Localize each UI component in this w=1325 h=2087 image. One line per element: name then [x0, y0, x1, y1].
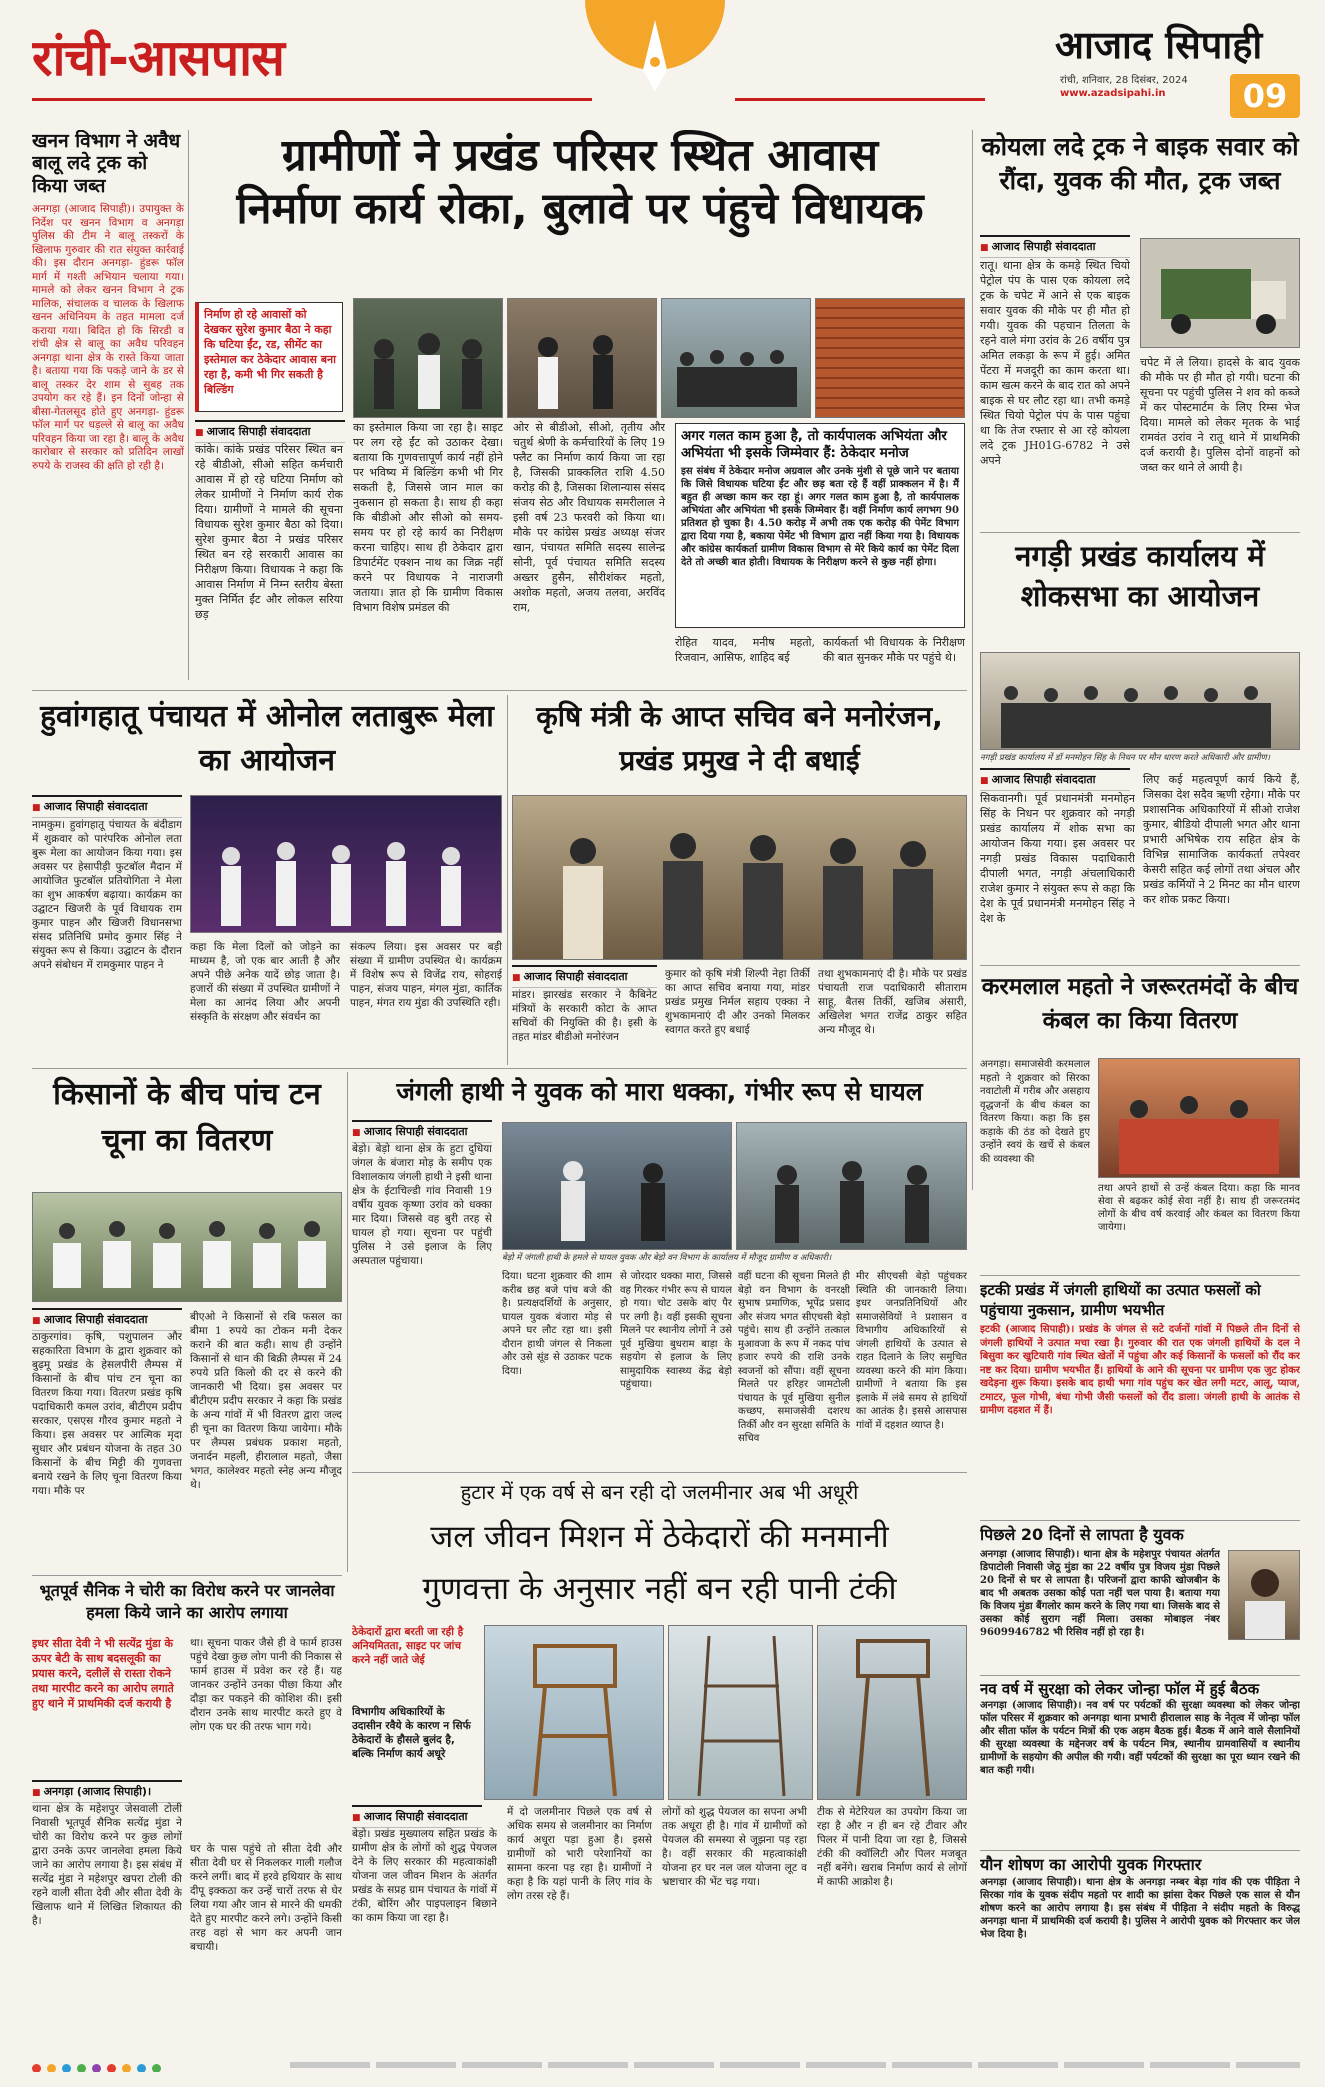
mela-story — [32, 695, 502, 1065]
sainik-story — [32, 1580, 342, 2052]
sainik-col-1: थाना क्षेत्र के महेशपुर जेसवाली टोली निवासी भूतपूर्व सैनिक सत्येंद्र मुंडा ने चोरी का विरोध करने पर कुछ लोगों द्वारा उनके ऊपर जानलेवा हमला किये जाने का आरोप लगाया है। इस संबंध में सत्येंद्र मुंडा ने महेशपुर खपरा टोली की रहने वाली सीता देवी और सीता देवी के खिलाफ थाने में लिखित शिकायत की है। — [32, 1803, 182, 1927]
lead-headline-1: ग्रामीणों ने प्रखंड परिसर स्थित आवास — [281, 130, 879, 181]
lead-headline-2: निर्माण कार्य रोका, बुलावे पर पंहुचे विधायक — [236, 184, 924, 234]
jalminar-col-2: में दो जलमीनार पिछले एक वर्ष से अधिक समय से जलमीनार का निर्माण कार्य अधूरा पड़ा हुआ है। इससे ग्रामीणों को भारी परेशानियों का सामना करना पड़ रहा है। ग्रामीणों ने कहा है कि यहां पानी के लिए गांव के लोग तरस रहे हैं। — [507, 1806, 652, 1902]
contractor-sidebox-body: इस संबंध में ठेकेदार मनोज अग्रवाल और उनके मुंशी से पूछे जाने पर बताया कि जिसे विधायक घटिया ईंट और छड़ बता रहे हैं वहीं प्राक्कलन में है। मैं बहुत ही अच्छा काम कर रहा हूं। अगर गलत काम हुआ है, तो कार्यपालक अभियंता और अभियंता भी इसके जिम्मेवार हैं। वहीं निर्माण कार्य लगभग 90 प्रतिशत हो चुका है। 4.50 करोड़ में अभी तक एक करोड़ की पेमेंट विभाग द्वारा दिया गया है, बकाया पेमेंट भी विभाग द्वारा नहीं किया गया है। विधायक और कांग्रेस कार्यकर्ता ग्रामीण विकास विभाग से मेरे किये कार्य का पेमेंट दिला देते तो अच्छी बात होती। विधायक के निरीक्षण करने से कुछ नहीं होगा। — [681, 466, 959, 568]
nagdi-caption: नगड़ी प्रखंड कार्यालय में डॉ मनमोहन सिंह के निधन पर मौन धारण करते अधिकारी और ग्रामीण। — [980, 753, 1271, 763]
hathi-story — [352, 1072, 967, 1467]
mela-photo — [190, 795, 502, 933]
kambal-story — [980, 970, 1300, 1275]
masthead — [0, 0, 1325, 128]
hathi-byline: ■ आजाद सिपाही संवाददाता — [352, 1120, 492, 1143]
sainik-byline: ■ अनगड़ा (आजाद सिपाही)। — [32, 1780, 182, 1803]
footer-dot — [152, 2064, 161, 2072]
hathi-photo-1 — [502, 1122, 732, 1250]
jalminar-col-3: लोगों को शुद्ध पेयजल का सपना अभी तक अधूरा ही है। गांव में ग्रामीणों को पेयजल की समस्या से जूझना पड़ रहा है। वहीं सरकार की महत्वाकांक्षी योजना हर घर नल जल योजना लूट व भ्रष्टाचार की भेंट चढ़ गया। — [662, 1806, 807, 1888]
jalminar-kicker: हुटार में एक वर्ष से बन रही दो जलमीनार अब भी अधूरी — [460, 1480, 859, 1504]
krishi-photo — [512, 795, 967, 960]
koyla-body-a: रातू। थाना क्षेत्र के कमड़े स्थित चियो पेट्रोल पंप के पास एक कोयला लदे ट्रक के चपेट में आने से एक बाइक सवार युवक की मौके पर ही मौत हो गयी। युवक की पहचान तिलता के रहने वाले मंगा उरांव के 26 वर्षीय पुत्र अमित लकड़ा के रूप में हुई। अमित पेंटरा में मजदूरी का काम करता था। काम खत्म करने के बाद रात को अपने बाइक से घर लौट रहा था। तभी कमड़े स्थित चियो पेट्रोल पंप के पास पहुंचा था कि तेज रफ्तार से आ रहे कोयला लदे ट्रक JH01G-6782 ने उसे अपने — [980, 259, 1130, 467]
koyla-story — [980, 130, 1300, 528]
jalminar-photo-2 — [668, 1625, 813, 1800]
footer-dot — [107, 2064, 116, 2072]
lead-col-3: ओर से बीडीओ, सीओ, तृतीय और चतुर्थ श्रेणी के कर्मचारियों के लिए 19 फ्लैट का निर्माण कार्य किया जा रहा है, जिसकी प्राक्कलित राशि 4.50 करोड़ की है, जिसका शिलान्यास संसद संजय सेठ और विधायक समरीलाल ने इसी वर्ष 23 फरवरी को किया था। मौके पर कांग्रेस प्रखंड अध्यक्ष संजर खान, पंचायत समिति सदस्य सालेन्द्र सोनी, पूर्व पंचायत समिति सदस्य अख्तर हुसैन, सौरीशंकर महतो, अशोक महतो, अजय तलवा, अरविंद राम, — [513, 421, 665, 614]
jangli-body: इटकी (आजाद सिपाही)। प्रखंड के जंगल से सटे दर्जनों गांवों में पिछले तीन दिनों से जंगली हाथियों ने उत्पात मचा रखा है। गुरुवार की रात एक जंगली हाथियों के दल ने बिसुवा कर खुटियारी गांव स्थित खेतों में पहुंचा और कई किसानों के फसलों को रौंद कर नष्ट कर दिया। ग्रामीण भयभीत हैं। हाथियों के आने की सूचना पर ग्रामीण एक जुट होकर खदेड़ना शुरू किया। इसके बाद हाथी भगा गांव पहुंच कर खेत लगी मटर, आलू, प्याज, टमाटर, फूल गोभी, बंधा गोभी जैसी फसलों को रौंद डाला। जंगली हाथी के आतंक से ग्रामीण दहशत में हैं। — [980, 1324, 1300, 1416]
jalminar-story — [352, 1477, 967, 2052]
jalminar-pull-1: ठेकेदारों द्वारा बरती जा रही है अनियमितता, साइट पर जांच करने नहीं जाते जेई — [352, 1626, 464, 1666]
hathi-col-2: दिया। घटना शुक्रवार की शाम करीब छह बजे पांच बजे की है। प्रत्यक्षदर्शियों के अनुसार, घायल युवक बंजारा मोड़ से अपने घर लौट रहा था। इसी दौरान हाथी जंगल से निकला और उसे सूंड से उठाकर पटक दिया। — [502, 1271, 612, 1377]
nagdi-body-a: सिकवानगी। पूर्व प्रधानमंत्री मनमोहन सिंह के निधन पर शुक्रवार को नगड़ी प्रखंड कार्यालय में शोक सभा का आयोजन किया गया। इस अवसर पर नगड़ी प्रखंड विकास पदाधिकारी दीपाली भगत, नगड़ी अंचलाधिकारी राजेश कुमार ने संयुक्त रूप से कहा कि देश के पूर्व प्रधानमंत्री मनमोहन सिंह ने देश के — [980, 792, 1135, 925]
lead-body — [195, 420, 670, 685]
left-brief-body: अनगड़ा (आजाद सिपाही)। उपायुक्त के निर्देश पर खनन विभाग व अनगड़ा पुलिस की टीम ने बालू तस्करों के खिलाफ गुरुवार की रात संयुक्त कार्रवाई की। इस दौरान अनगड़ा- हुंडरू फॉल मार्ग में गश्ती अभियान चलाया गया। मामले को लेकर खनन विभाग ने ट्रक मालिक, संचालक व चालक के खिलाफ खनन अधिनियम के तहत मामला दर्ज कराया गया। बिदित हो कि सिरडी व रांची क्षेत्र से बालू का अवैध परिवहन अनगड़ा थाना क्षेत्र के रास्ते किया जाता है। बताया गया कि पकड़े जाने के डर से बालू तस्कर देर शाम से सुबह तक उपयोग कर रहे हैं। इन दिनों जोन्हा से बीसा-गेतलसूद होते हुए अनगड़ा- हुंडरू फॉल मार्ग पर धड़ल्ले से बालू का अवैध परिवहन किया जा रहा है। बालू के अवैध कारोबार से सरकार को प्रतिदिन लाखों रुपये के राजस्व की क्षति हो रही है। — [32, 203, 184, 472]
yaun-headline: यौन शोषण का आरोपी युवक गिरफ्तार — [980, 1855, 1202, 1874]
lead-photo-4 — [815, 298, 965, 418]
contractor-sidebox — [675, 423, 965, 628]
gayab-headline: पिछले 20 दिनों से लापता है युवक — [980, 1525, 1184, 1544]
jangli-story — [980, 1280, 1300, 1518]
footer-dot — [62, 2064, 71, 2072]
jalminar-pull-2: विभागीय अधिकारियों के उदासीन रवैये के कारण न सिर्फ ठेकेदारों के हौसले बुलंद है, बल्कि निर्माण कार्य अधूरे — [352, 1706, 471, 1760]
jalminar-byline: ■ आजाद सिपाही संवाददाता — [352, 1805, 482, 1828]
lead-photo-1 — [353, 298, 503, 418]
koyla-byline: ■ आजाद सिपाही संवाददाता — [980, 235, 1130, 258]
yaun-story — [980, 1854, 1300, 2052]
koyla-photo — [1140, 238, 1300, 348]
sainik-headline: भूतपूर्व सैनिक ने चोरी का विरोध करने पर जानलेवा हमला किये जाने का आरोप लगाया — [39, 1581, 335, 1622]
mela-col-1: नामकुम। हुवांगहातू पंचायत के बंदीडाग में शुक्रवार को पारंपरिक ओनोल लता बुरू मेला का आयोजन किया गया। इस अवसर पर हेसापीड़ी फुटबॉल मैदान में आयोजित फुटबॉल प्रतियोगिता ने मेला का शुभ आकर्षण बढ़ाया। कार्यक्रम का उद्घाटन खिजरी के पूर्व विधायक राम कुमार पाहन और खिजरी विधानसभा संसद प्रतिनिधि प्रमोद कुमार सिंह ने संयुक्त रूप से किया। उद्घाटन के दौरान अपने संबोधन में रामकुमार पाहन ने — [32, 819, 182, 971]
lead-col-5-tail: कार्यकर्ता भी विधायक के निरीक्षण की बात सुनकर मौके पर पहुंचे थे। — [823, 636, 965, 664]
lead-col-1: कांके। कांके प्रखंड परिसर स्थित बन रहे बीडीओ, सीओ सहित कर्मचारी आवास में हो रहे घटिया निर्माण को लेकर ग्रामीणों ने निर्माण कार्य रोक दिया। ग्रामीणों ने मामले की सूचना विधायक सुरेश कुमार बैठा को दिया। सुरेश कुमार बैठा ने प्रखंड परिसर स्थित बन रहे सरकारी आवास का निरीक्षण किया। विधायक ने कहा कि आवास निर्माण में निम्न स्तरीय बेस्ता मुक्त निर्मित ईंट और लोकल सरिया छड़ — [195, 443, 343, 621]
krishi-story — [512, 695, 967, 1065]
lead-col-4-tail: रोहित यादव, मनीष महतो, रिजवान, आसिफ, शाहिद बई — [675, 636, 815, 664]
nagdi-photo — [980, 652, 1300, 750]
dateline: रांची, शनिवार, 28 दिसंबर, 2024 — [1060, 75, 1188, 86]
lead-photo-2 — [507, 298, 657, 418]
lead-photo-3 — [661, 298, 811, 418]
hathi-col-3: से जोरदार धक्का मारा, जिससे वह गिरकर गंभीर रूप से घायल हो गया। चोट उसके बांए पैर पर लगी है। वहीं इसकी सूचना मिलने पर स्थानीय लोगों ने उसे पूर्व मुखिया बुधराम बाड़ा के सहयोग से इलाज के लिए सामुदायिक स्वास्थ्य केंद्र बेड़ो पहुंचाया। — [620, 1271, 732, 1390]
jalminar-col-1: बेड़ो। प्रखंड मुख्यालय सहित प्रखंड के ग्रामीण क्षेत्र के लोगों को शुद्ध पेयजल देने के लिए सरकार की महत्वाकांक्षी योजना जल जीवन मिशन के अंतर्गत प्रखंड के सप्रह ग्राम पंचायत के गांवों में टंकी, बोरिंग और पाइपलाइन बिछाने का काम किया जा रहा है। — [352, 1828, 497, 1924]
krishi-col-1: मांडर। झारखंड सरकार ने कैबिनेट मंत्रियों के सरकारी कोटा के आप्त सचिवों की नियुक्ति की है। इसी के तहत मांडर बीडीओ मनोरंजन — [512, 989, 657, 1043]
footer-dots — [32, 2058, 282, 2072]
footer-dot — [122, 2064, 131, 2072]
sun-logo — [575, 0, 735, 120]
yaun-body: अनगड़ा (आजाद सिपाही)। थाना क्षेत्र के अनगड़ा नम्बर बेड़ा गांव की एक पीड़िता ने सिरका गांव के युवक संदीप महतो पर शादी का झांसा देकर पिछले एक साल से यौन शोषण करने का आरोप लगाया है। इस संबंध में पीड़िता ने संदीप महतो के विरुद्ध अनगड़ा थाना में प्राथमिकी दर्ज करायी है। पुलिस ने आरोपी युवक को गिरफ्तार कर जेल भेज दिया है। — [980, 1877, 1300, 1940]
chuna-byline: ■ आजाद सिपाही संवाददाता — [32, 1308, 182, 1331]
hathi-col-4: वहीं घटना की सूचना मिलते ही बेड़ो वन विभाग के वनरक्षी सुभाष प्रमाणिक, भूपेंद्र प्रसाद और संजय भगत सीएचसी बेड़ो पहुंचे। साथ ही उन्होंने तत्काल मुआवजा के रूप में नकद पांच हजार रुपये की राशि उनके स्वजनों को सौंपा। वहीं सूचना मिलते पर हरिहर जामटोली पंचायत के पूर्व मुखिया सुनील कच्छप, समाजसेवी दशरथ तिर्की और वन सुरक्षा समिति के सचिव — [738, 1271, 850, 1444]
jalminar-photo-3 — [817, 1625, 967, 1800]
kambal-photo — [1098, 1058, 1300, 1178]
lead-byline: ■ आजाद सिपाही संवाददाता — [195, 420, 345, 443]
gayab-story — [980, 1524, 1300, 1672]
mela-byline: ■ आजाद सिपाही संवाददाता — [32, 795, 182, 818]
chuna-headline: किसानों के बीच पांच टन चूना का वितरण — [53, 1077, 321, 1158]
section-title: रांची-आसपास — [32, 29, 284, 87]
website[interactable]: www.azadsipahi.in — [1060, 88, 1166, 99]
contractor-sidebox-title: अगर गलत काम हुआ है, तो कार्यपालक अभियंता और अभियंता भी इसके जिम्मेवार हैं: ठेकेदार मनोज — [681, 428, 947, 461]
footer-dot — [137, 2064, 146, 2072]
footer-dot — [77, 2064, 86, 2072]
chuna-story — [32, 1072, 342, 1572]
page-number: 09 — [1230, 74, 1300, 118]
hathi-col-1: बेड़ो। बेड़ो थाना क्षेत्र के हुटा दुधिया जंगल के बंजारा मोड़ के समीप एक विशालकाय जंगली हाथी ने इसी थाना क्षेत्र के ईटाचिल्डी गांव निवासी 19 वर्षीय युवक कृष्णा उरांव को धक्का मार दिया। जिससे वह बुरी तरह से घायल हो गया। सूचना पर पहुंची पुलिस ने उसे इलाज के लिए अस्पताल पहुंचाया। — [352, 1143, 492, 1267]
jalminar-headline-2: गुणवत्ता के अनुसार नहीं बन रही पानी टंकी — [422, 1571, 897, 1607]
jalminar-headline-1: जल जीवन मिशन में ठेकेदारों की मनमानी — [430, 1519, 889, 1555]
kambal-body-a: अनगड़ा। समाजसेवी करमलाल महतो ने शुक्रवार को सिरका नवाटोली में गरीब और असहाय वृद्धजनों के बीच कंबल का वितरण किया। कहा कि इस कड़ाके की ठंड को देखते हुए उन्होंने स्वयं के खर्चे से कंबल की व्यवस्था की — [980, 1059, 1090, 1165]
kambal-headline: करमलाल महतो ने जरूरतमंदों के बीच कंबल का किया वितरण — [981, 974, 1299, 1034]
nagdi-story — [980, 536, 1300, 961]
footer-dot — [47, 2064, 56, 2072]
gayab-body: अनगड़ा (आजाद सिपाही)। थाना क्षेत्र के महेशपुर पंचायत अंतर्गत डिपाटोली निवासी जेठू मुंडा का 22 वर्षीय पुत्र विजय मुंडा पिछले 20 दिनों से घर से लापता है। परिजनों द्वारा काफी खोजबीन के बाद भी अबतक उसका कोई पता नहीं चल पाया है। बताया गया कि विजय मुंडा बैंगलोर काम करने के लिए गया था। जिसके बाद से उसका कोई सुराग नहीं मिला। उसका मोबाइल नंबर 9609946782 भी रिसिव नहीं हो रहा है। — [980, 1549, 1220, 1638]
hathi-caption: बेड़ो में जंगली हाथी के हमले से घायल युवक और बेड़ो वन विभाग के कार्यालय में मौजूद ग्रामीण व अधिकारी। — [502, 1253, 832, 1263]
krishi-col-2: कुमार को कृषि मंत्री शिल्पी नेहा तिर्की का आप्त सचिव बनाया गया, मांडर प्रखंड प्रमुख निर्मल सहाय एक्का ने शुभकामनाएं दी और उनको मिलकर स्वागत करते हुए बधाई — [665, 968, 810, 1036]
suraksha-body: अनगड़ा (आजाद सिपाही)। नव वर्ष पर पर्यटकों की सुरक्षा व्यवस्था को लेकर जोन्हा फॉल परिसर में शुक्रवार को अनगड़ा थाना प्रभारी हीरालाल साह के नेतृत्व में जोन्हा फॉल और सीता फॉल के पर्यटन मित्रों की एक अहम बैठक हुई। बैठक में आने वाले सैलानियों की सुरक्षा व्यवस्था के मद्देनजर वर्ष के पर्यटन मित्र, स्थानीय ग्रामवासियों व स्थानीय ग्रामीणों के सहयोग की अपील की गयी। वहीं पर्यटकों की सुरक्षा का पूरा ध्यान रखने की बात कही गयी। — [980, 1700, 1300, 1776]
krishi-byline: ■ आजाद सिपाही संवाददाता — [512, 965, 657, 988]
lead-col-2: का इस्तेमाल किया जा रहा है। साइट पर लग रहे ईंट को उठाकर देखा। बताया कि गुणवत्तापूर्ण कार्य नहीं होने पर भविष्य में बिल्डिंग कभी भी गिर सकती है, जिससे जान माल का नुकसान हो सकता है। साथ ही कहा कि बीडीओ और सीओ को समय-समय पर हो रहे कार्य का निरीक्षण करना चाहिए। साथ ही ठेकेदार द्वारा डिपार्टमेंट एक्शन नाथ का जिक्र नहीं करने पर विधायक ने नाराजगी जताया। ज्ञात हो कि ग्रामीण विकास विभाग विशेष प्रमंडल की — [353, 421, 503, 614]
sainik-pull: इधर सीता देवी ने भी सत्येंद्र मुंडा के ऊपर बेटी के साथ बदसलूकी का प्रयास करने, दलीलें से रास्ता रोकने तथा मारपीट करने का आरोप लगाते हुए थाने में प्राथमिकी दर्ज करायी है — [32, 1637, 174, 1710]
jangli-headline: इटकी प्रखंड में जंगली हाथियों का उत्पात फसलों को पहुंचाया नुकसान, ग्रामीण भयभीत — [980, 1281, 1261, 1319]
kambal-body-b: तथा अपने हाथों से उन्हें कंबल दिया। कहा कि मानव सेवा से बढ़कर कोई सेवा नहीं है। साथ ही जरूरतमंद लोगों के बीच वर्ष करवाई और कंबल का वितरण किया जायेगा। — [1098, 1183, 1300, 1233]
hathi-photo-2 — [736, 1122, 967, 1250]
krishi-col-3: तथा शुभकामनाएं दी है। मौके पर प्रखंड पंचायती राज पदाधिकारी सीताराम साहू, बैतस तिर्की, खजिब अंसारी, अखिलेश भगत राजेंद्र ठाकुर सहित अन्य मौजूद थे। — [818, 968, 967, 1036]
sainik-col-3: घर के पास पहुंचे तो सीता देवी और सीता देवी घर से निकलकर गाली गलौज करने लगीं। बाद में हरवे हथियार के साथ दीपू इक्कठा कर उन्हें चारों तरफ से घेर लिया गया और जान से मारने की धमकी देते हुए मारपीट करने लगे। उन्होंने किसी तरह वहां से भाग कर अपनी जान बचायी। — [190, 1843, 342, 1953]
lead-story — [195, 130, 965, 685]
mela-col-2: कहा कि मेला दिलों को जोड़ने का माध्यम है, जो एक बार आती है और अपने पीछे अनेक यादें छोड़ जाता है। हजारों की संख्या में उपस्थित ग्रामीणों ने मेला का आनंद लिया और अपनी संस्कृति के संरक्षण और संवर्धन का — [190, 941, 340, 1023]
mela-headline: हुवांगहातू पंचायत में ओनोल लताबुरू मेला का आयोजन — [40, 699, 494, 778]
nagdi-headline: नगड़ी प्रखंड कार्यालय में शोकसभा का आयोजन — [1015, 539, 1265, 613]
hathi-col-5: मीर सीएचसी बेड़ो पहुंचकर स्थिति की जानकारी लिया। इधर जनप्रतिनिधियों और समाजसेवियों ने प्रशासन व विभागीय अधिकारियों से जंगली हाथियों के उत्पात से राहत दिलाने के लिए समुचित व्यवस्था करने की मांग किया। ग्रामीणों ने बताया कि इस इलाके में लंबे समय से हाथियों का आतंक है। इससे आसपास गांवों में दहशत व्याप्त है। — [856, 1271, 967, 1431]
hathi-headline: जंगली हाथी ने युवक को मारा धक्का, गंभीर रूप से घायल — [396, 1077, 923, 1106]
chuna-col-2: बीएओ ने किसानों से रबि फसल का बीमा 1 रुपये का टोकन मनी देकर कराने की बात कही। साथ ही उन्होंने किसानों से धान की बिक्री लैम्पस में 24 रुपये प्रति किलो की दर से करने की जानकारी भी दिया। इस अवसर पर बीटीएम प्रदीप सरकार ने कहा कि प्रखंड के अन्य गांवों में भी वितरण द्वारा जल्द ही चूना का वितरण किया जायेगा। मौके पर लैम्पस प्रबंधक प्रकाश महतो, जनार्दन महली, हीरालाल महतो, जैसा भगत, कालेश्वर महतो स्नेह अन्य मौजूद थे। — [190, 1311, 342, 1491]
krishi-headline: कृषि मंत्री के आप्त सचिव बने मनोरंजन, प्रखंड प्रमुख ने दी बधाई — [536, 700, 943, 777]
lead-pull-quote: निर्माण हो रहे आवासों को देखकर सुरेश कुमार बैठा ने कहा कि घटिया ईंट, रड, सीमेंट का इस्तेमाल कर ठेकेदार आवास बना रहा है, कमी भी गिर सकती है बिल्डिंग — [195, 302, 343, 412]
koyla-headline: कोयला लदे ट्रक ने बाइक सवार को रौंदा, युवक की मौत, ट्रक जब्त — [981, 132, 1299, 195]
jalminar-col-4: टीक से मेटेरियल का उपयोग किया जा रहा है और न ही बन रहे टीवार और पिलर में पानी दिया जा रहा है, जिससे टंकी की क्वॉलिटी और पिलर मजबूत नहीं बनेंगे। खराब निर्माण कार्य से लोगों में काफी आक्रोश है। — [817, 1806, 967, 1888]
nagdi-body-b: लिए कई महत्वपूर्ण कार्य किये हैं, जिसका देश सदैव ऋणी रहेगा। मौके पर प्रशासनिक अधिकारियों में सीओ राजेश कुमार, बीडियो दीपाली भगत और थाना प्रभारी अभिषेक राय सहित क्षेत्र के विभिन्न सामाजिक कार्यकर्ता तपेश्वर केसरी सहित कई लोगों तथा अंचल और प्रखंड कर्मियों ने 2 मिनट का मौन धारण कर शोक प्रकट किया। — [1143, 773, 1300, 906]
jalminar-photo-1 — [484, 1625, 664, 1800]
chuna-photo — [32, 1192, 342, 1302]
gayab-photo — [1228, 1550, 1300, 1640]
chuna-col-1: ठाकुरगांव। कृषि, पशुपालन और सहकारिता विभाग के द्वारा शुक्रवार को बुढ़मू प्रखंड के हेसलपीरी लैम्पस में किसानों के बीच पांच टन चूना का वितरण किया गया। वितरण प्रखंड कृषि पदाधिकारी कमल उरांव, बीटीएम प्रदीप सरकार, एसएस गौरव कुमार महतो ने किया। इस अवसर पर आत्मिक मृदा सुधार और प्रबंधन योजना के तहत 30 किसानों के बीच मिट्टी की गुणवत्ता बनाये रखने के लिए चूना वितरण किया गया। मौके पर — [32, 1331, 182, 1497]
nagdi-byline: ■ आजाद सिपाही संवाददाता — [980, 768, 1130, 791]
left-brief — [32, 130, 184, 680]
footer-dot — [32, 2064, 41, 2072]
left-brief-headline: खनन विभाग ने अवैध बालू लदे ट्रक को किया जब्त — [32, 130, 181, 197]
suraksha-story — [980, 1679, 1300, 1849]
paper-name: आजाद सिपाही — [1055, 23, 1263, 67]
sainik-col-2: था। सूचना पाकर जैसे ही वे फार्म हाउस पहुंचे देखा कुछ लोग पानी की निकास से फार्म हाउस में प्रवेश कर रहे हैं। यह जानकर उन्होंने उनका पीछा किया और दौड़ा कर पकड़ने की कोशिश की। इसी दौरान उनके साथ मारपीट करते हुए वे लोग एक घर की तरफ भाग गये। — [190, 1637, 342, 1733]
koyla-body-b: चपेट में ले लिया। हादसे के बाद युवक की मौके पर ही मौत हो गयी। घटना की सूचना पर पहुंची पुलिस ने शव को कब्जे में कर पोस्टमार्टम के लिए रिम्स भेज दिया। मामले को लेकर मृतक के भाई रामवंत उरांव ने रातू थाने में प्राथमिकी दर्ज करायी है। पुलिस दोनों वाहनों को जब्त कर थाने ले आयी है। — [1140, 356, 1300, 474]
footer-dot — [92, 2064, 101, 2072]
suraksha-headline: नव वर्ष में सुरक्षा को लेकर जोन्हा फॉल में हुई बैठक — [980, 1680, 1260, 1698]
mela-col-3: संकल्प लिया। इस अवसर पर बड़ी संख्या में ग्रामीण उपस्थित थे। कार्यक्रम में विशेष रूप से विजेंद्र राय, सोहराई पाहन, संजय पाहन, मंगल मुंडा, कार्तिक पाहन, मंगत राय मुंडा की उपस्थिति रही। — [350, 941, 502, 1009]
